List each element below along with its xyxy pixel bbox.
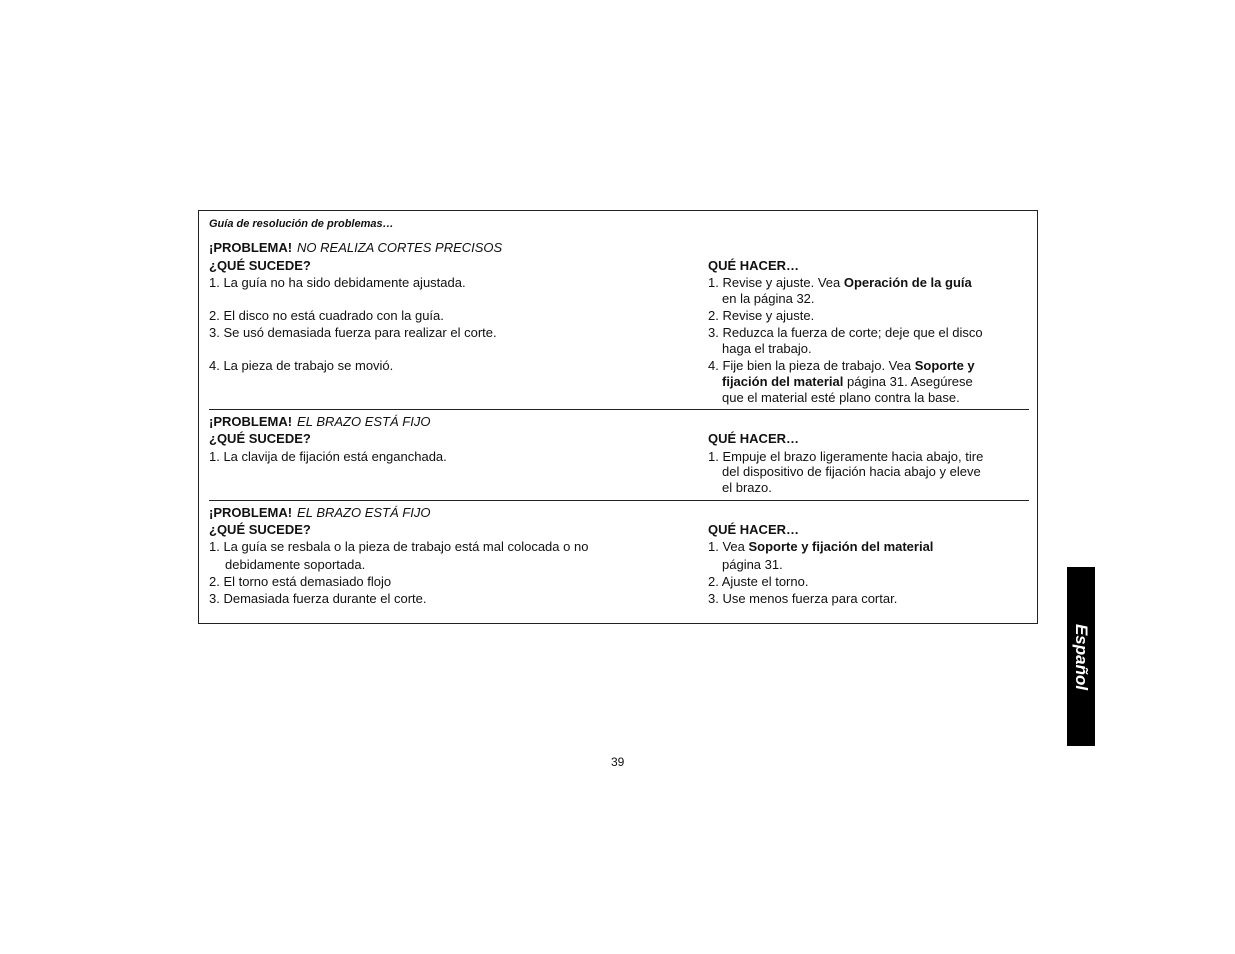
cause-item: 2. El disco no está cuadrado con la guía. [209,308,444,323]
page-number: 39 [611,755,625,769]
remedy-item: 2. Revise y ajuste. [708,308,815,323]
problem-description: NO REALIZA CORTES PRECISOS [297,240,503,255]
cause-header: ¿QUÉ SUCEDE? [209,431,311,446]
remedy-reference: Soporte y [914,358,975,373]
problem-heading [209,414,430,430]
problem-label: ¡PROBLEMA! [209,240,293,255]
problem-section-1 [209,240,1029,410]
remedy-continuation [722,374,973,390]
remedy-text: 1. Revise y ajuste. Vea [708,275,844,290]
cause-item: 1. La guía no ha sido debidamente ajustada. [209,275,466,290]
remedy-item: 3. Use menos fuerza para cortar. [708,591,898,606]
remedy-text: 4. Fije bien la pieza de trabajo. Vea [708,358,915,373]
cause-header: ¿QUÉ SUCEDE? [209,258,311,273]
problem-description: EL BRAZO ESTÁ FIJO [297,414,431,429]
cause-header: ¿QUÉ SUCEDE? [209,522,311,537]
remedy-continuation: en la página 32. [722,291,815,306]
cause-continuation: debidamente soportada. [225,557,366,572]
troubleshooting-guide-box [198,210,1038,624]
remedy-item [708,539,933,555]
remedy-continuation: que el material esté plano contra la base. [722,390,960,405]
cause-item: 2. El torno está demasiado flojo [209,574,392,589]
cause-item: 4. La pieza de trabajo se movió. [209,358,394,373]
language-tab [1067,567,1095,746]
problem-section-3 [209,500,1029,611]
remedy-continuation: el brazo. [722,480,772,495]
problem-description: EL BRAZO ESTÁ FIJO [297,505,431,520]
problem-section-2 [209,409,1029,500]
problem-heading [209,505,430,521]
cause-item: 3. Demasiada fuerza durante el corte. [209,591,427,606]
problem-heading [209,240,502,256]
remedy-reference: Soporte y fijación del material [748,539,934,554]
remedy-text: 1. Vea [708,539,749,554]
cause-item: 3. Se usó demasiada fuerza para realizar el corte. [209,325,497,340]
remedy-text: página 31. Asegúrese [843,374,973,389]
remedy-header: QUÉ HACER… [708,258,800,273]
remedy-reference: fijación del material [722,374,844,389]
cause-item: 1. La guía se resbala o la pieza de trabajo está mal colocada o no [209,539,589,554]
remedy-item: 1. Empuje el brazo ligeramente hacia abajo, tire [708,449,984,464]
remedy-item [708,358,975,374]
remedy-item: 2. Ajuste el torno. [708,574,809,589]
remedy-reference: Operación de la guía [843,275,972,290]
cause-item: 1. La clavija de fijación está enganchada. [209,449,447,464]
remedy-header: QUÉ HACER… [708,431,800,446]
remedy-header: QUÉ HACER… [708,522,800,537]
remedy-continuation: página 31. [722,557,783,572]
remedy-continuation: del dispositivo de fijación hacia abajo y eleve [722,464,981,479]
problem-label: ¡PROBLEMA! [209,414,293,429]
guide-title: Guía de resolución de problemas… [209,218,394,230]
remedy-item: 3. Reduzca la fuerza de corte; deje que el disco [708,325,983,340]
problem-label: ¡PROBLEMA! [209,505,293,520]
remedy-continuation: haga el trabajo. [722,341,812,356]
remedy-item [708,275,972,291]
language-tab-label: Español [1072,623,1091,691]
